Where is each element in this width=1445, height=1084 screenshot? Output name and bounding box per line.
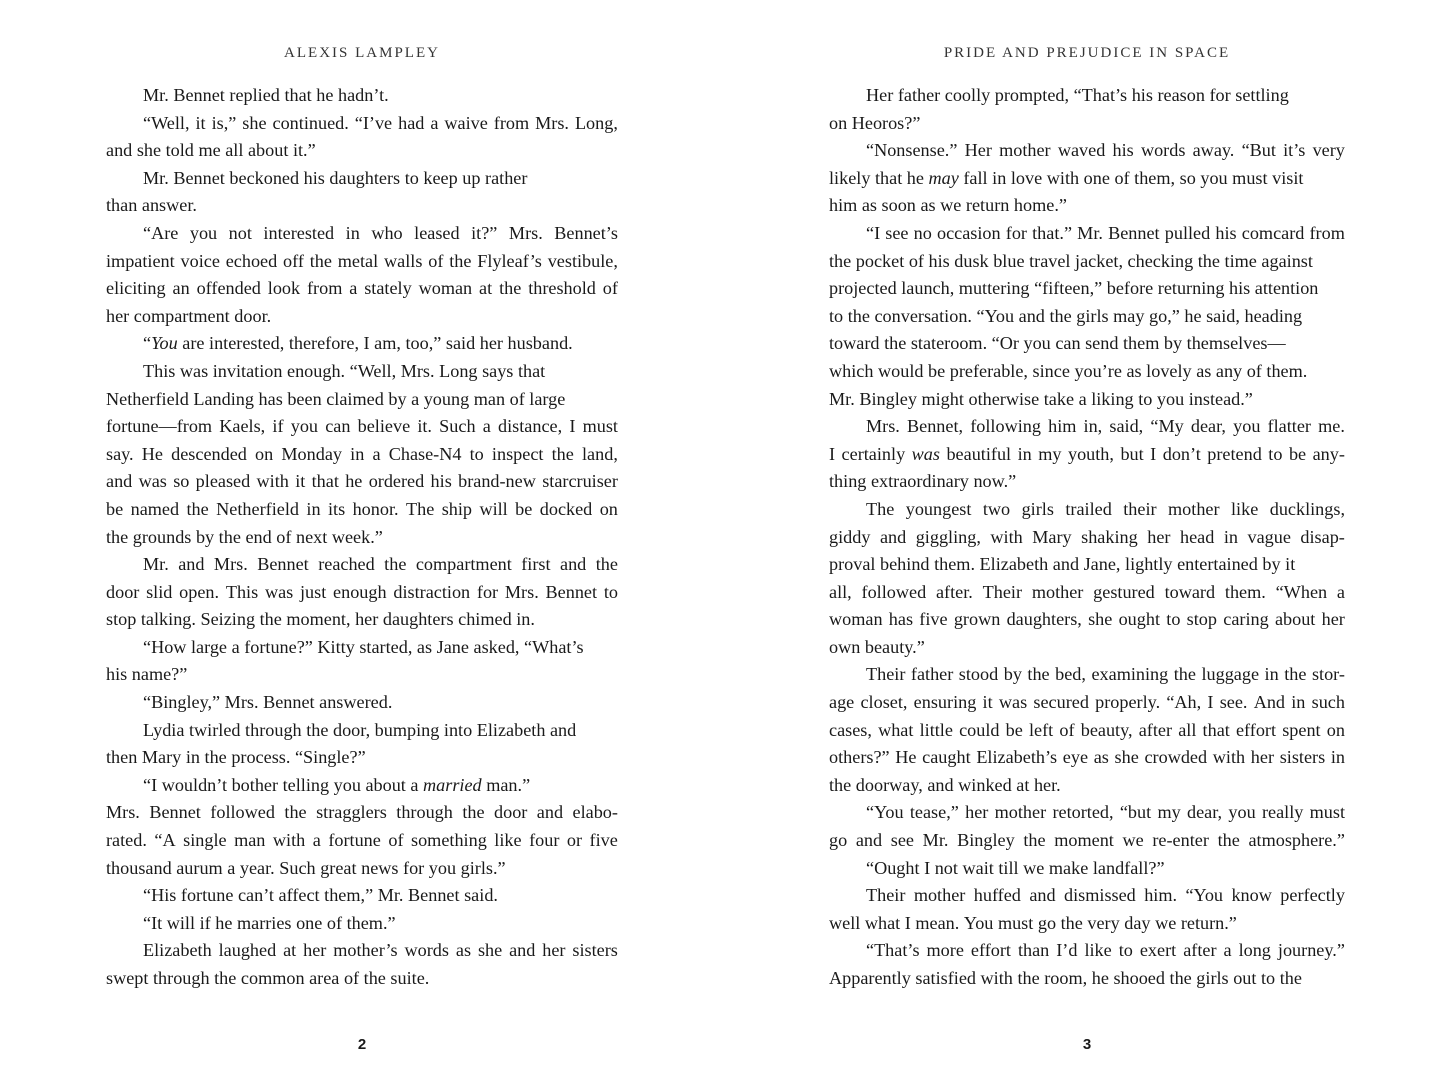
text-line: stop talking. Seizing the moment, her daughters chimed in. [106,609,535,630]
text-line: all, followed after. Their mother gestured toward them. “When a [829,581,1345,602]
text-line: door slid open. This was just enough distraction for Mrs. Bennet to [106,581,618,602]
text-line: her compartment door. [106,305,272,326]
text-line: Elizabeth laughed at her mother’s words as she and her sisters [143,940,618,961]
text-line: “You tease,” her mother retorted, “but my dear, you really must [866,802,1345,823]
text-line: which would be preferable, since you’re as lovely as any of them. [829,360,1308,381]
text-line: be named the Netherfield in its honor. The ship will be docked on [106,498,618,519]
text-line: go and see Mr. Bingley the moment we re-enter the atmosphere.” [829,830,1345,851]
text-line: impatient voice echoed off the metal walls of the Flyleaf’s vestibule, [106,250,618,271]
text-line: “His fortune can’t affect them,” Mr. Bennet said. [143,885,498,906]
text-line: then Mary in the process. “Single?” [106,747,366,768]
text-line: toward the stateroom. “Or you can send them by themselves— [829,333,1286,354]
text-line: “Bingley,” Mrs. Bennet answered. [143,692,393,713]
text-line: to the conversation. “You and the girls may go,” he said, heading [829,305,1303,326]
text-line: Their mother huffed and dismissed him. “You know perfectly [866,885,1345,906]
text-line: Netherfield Landing has been claimed by a young man of large [106,388,566,409]
text-line: “Ought I not wait till we make landfall?” [866,857,1165,878]
text-line: Mr. Bennet replied that he hadn’t. [143,85,389,105]
text-line: the doorway, and winked at her. [829,774,1061,795]
text-line: Their father stood by the bed, examining the luggage in the stor- [866,664,1345,685]
text-line: cases, what little could be left of beauty, after all that effort spent on [829,719,1345,740]
text-line: “I wouldn’t bother telling you about a married man.” [143,774,531,795]
text-line: “It will if he marries one of them.” [143,912,396,933]
text-line: age closet, ensuring it was secured properly. “Ah, I see. And in such [829,692,1345,713]
text-line: others?” He caught Elizabeth’s eye as she crowded with her sisters in [829,747,1345,768]
text-line: “I see no occasion for that.” Mr. Bennet pulled his comcard from [866,222,1345,243]
text-line: Mr. and Mrs. Bennet reached the compartment first and the [143,554,618,575]
page-number: 3 [1082,1036,1092,1053]
text-line: fortune—from Kaels, if you can believe it. Such a distance, I must [106,416,618,437]
text-line: say. He descended on Monday in a Chase-N4 to inspect the land, [106,443,618,464]
text-line: “You are interested, therefore, I am, too,” said her husband. [143,333,573,354]
text-line: thousand aurum a year. Such great news for you girls.” [106,857,506,878]
text-line: Lydia twirled through the door, bumping into Elizabeth and [143,719,577,740]
text-line: swept through the common area of the suite. [106,968,430,988]
text-line: rated. “A single man with a fortune of something like four or five [106,830,618,851]
text-line: proval behind them. Elizabeth and Jane, lightly entertained by it [829,554,1296,575]
text-line: thing extraordinary now.” [829,471,1017,492]
text-line: woman has five grown daughters, she ought to stop caring about her [829,609,1345,630]
running-head-author: ALEXIS LAMPLEY [284,45,440,61]
text-line: Mrs. Bennet followed the stragglers through the door and elabo- [106,802,618,823]
text-line: The youngest two girls trailed their mother like ducklings, [866,498,1345,519]
text-line: “That’s more effort than I’d like to exert after a long journey.” [866,940,1345,961]
text-line: I certainly was beautiful in my youth, but I don’t pretend to be any- [829,443,1345,464]
text-line: Mr. Bingley might otherwise take a liking to you instead.” [829,388,1253,409]
text-line: eliciting an offended look from a stately woman at the threshold of [106,278,618,299]
text-line: him as soon as we return home.” [829,195,1067,216]
text-line: “Are you not interested in who leased it?” Mrs. Bennet’s [143,222,618,243]
text-line: on Heoros?” [829,112,921,133]
text-line: “Well, it is,” she continued. “I’ve had a waive from Mrs. Long, [143,112,618,133]
text-line: well what I mean. You must go the very day we return.” [829,912,1237,933]
text-line: likely that he may fall in love with one of them, so you must visit [829,167,1304,188]
text-line: and was so pleased with it that he ordered his brand-new starcruiser [106,471,618,492]
text-line: Apparently satisfied with the room, he shooed the girls out to the [829,968,1302,988]
text-line: “Nonsense.” Her mother waved his words away. “But it’s very [866,140,1345,161]
text-line: Mrs. Bennet, following him in, said, “My dear, you flatter me. [866,416,1345,437]
left-page-text [106,82,618,993]
right-page [829,0,1345,1084]
left-page [106,0,618,1084]
text-line: own beauty.” [829,636,925,657]
page-number: 2 [357,1036,367,1053]
text-line: projected launch, muttering “fifteen,” before returning his attention [829,278,1319,299]
text-line: This was invitation enough. “Well, Mrs. Long says that [143,360,546,381]
text-line: giddy and giggling, with Mary shaking her head in vague disap- [829,526,1345,547]
running-head-title: PRIDE AND PREJUDICE IN SPACE [943,45,1231,61]
text-line: Her father coolly prompted, “That’s his reason for settling [866,85,1289,105]
text-line: the pocket of his dusk blue travel jacket, checking the time against [829,250,1313,271]
text-line: his name?” [106,664,188,685]
text-line: Mr. Bennet beckoned his daughters to keep up rather [143,167,528,188]
text-line: than answer. [106,195,197,216]
text-line: “How large a fortune?” Kitty started, as Jane asked, “What’s [143,636,584,657]
text-line: and she told me all about it.” [106,140,316,161]
right-page-text [829,82,1345,993]
text-line: the grounds by the end of next week.” [106,526,383,547]
